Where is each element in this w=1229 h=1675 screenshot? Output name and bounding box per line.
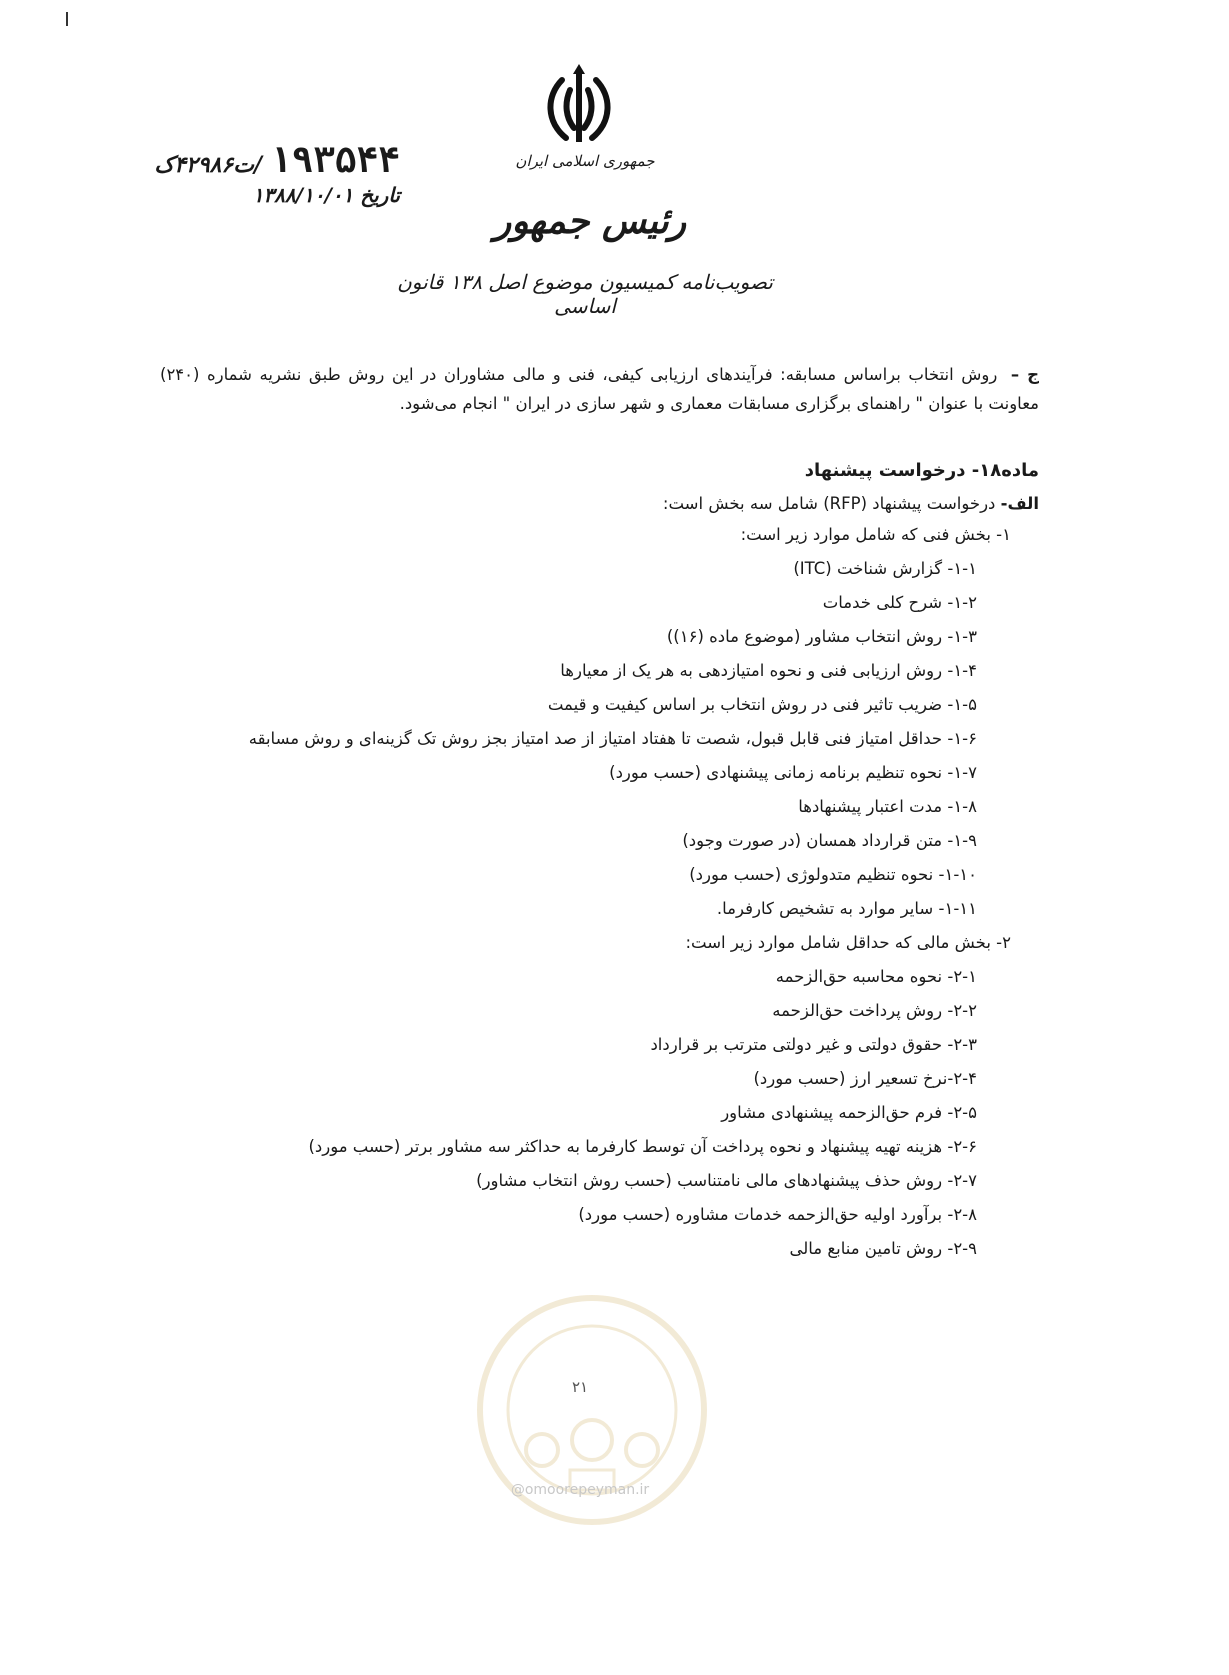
list-item: ۲-۹- روش تامین منابع مالی (789, 1239, 977, 1258)
document-number-row (60, 140, 400, 181)
list-item: ۲-۷- روش حذف پیشنهادهای مالی نامتناسب (حسب روش انتخاب مشاور) (476, 1171, 977, 1190)
watermark-url: @omoorepeyman.ir (510, 1482, 650, 1498)
republic-title: جمهوری اسلامی ایران (515, 152, 655, 170)
document-date: تاریخ ۱۳۸۸/۱۰/۰۱ (252, 183, 400, 207)
list-item: ۱-۸- مدت اعتبار پیشنهادها (798, 797, 977, 816)
list-item: ۲-۵- فرم حق‌الزحمه پیشنهادی مشاور (721, 1103, 977, 1122)
page-number: ۲۱ (571, 1378, 589, 1396)
article-18-title: ماده۱۸- درخواست پیشنهاد (804, 460, 1039, 481)
list-item: ۱-۴- روش ارزیابی فنی و نحوه امتیازدهی به هر یک از معیارها (560, 661, 977, 680)
paragraph-c-text: روش انتخاب براساس مسابقه: فرآیندهای ارزیابی کیفی، فنی و مالی مشاوران در این روش طبق نشریه شماره (۲۴۰) معاونت با عنوان " راهنمای برگزاری مسابقات معماری و شهر سازی در ایران " انجام می‌شود. (160, 365, 1039, 413)
approval-title: تصویب‌نامه کمیسیون موضوع اصل ۱۳۸ قانون اساسی (397, 270, 773, 318)
list-item: ۱- بخش فنی که شامل موارد زیر است: (740, 525, 1011, 544)
document-number: ۱۹۳۵۴۴ (269, 140, 400, 181)
rfp-lead: الف- (1000, 494, 1039, 513)
list-item: ۱-۱۰- نحوه تنظیم متدولوژی (حسب مورد) (689, 865, 977, 884)
list-item: ۲-۸- برآورد اولیه حق‌الزحمه خدمات مشاوره (حسب مورد) (578, 1205, 977, 1224)
list-item: ۱-۷- نحوه تنظیم برنامه زمانی پیشنهادی (حسب مورد) (609, 763, 977, 782)
rfp-text: درخواست پیشنهاد (RFP) شامل سه بخش است: (662, 494, 996, 513)
list-item: ۲-۱- نحوه محاسبه حق‌الزحمه (775, 967, 977, 986)
list-item: ۱-۲- شرح کلی خدمات (822, 593, 977, 612)
margin-mark (66, 12, 68, 26)
list-item: ۲-۶- هزینه تهیه پیشنهاد و نحوه پرداخت آن توسط کارفرما به حداکثر سه مشاور برتر (حسب مورد) (308, 1137, 977, 1156)
list-item: ۲- بخش مالی که حداقل شامل موارد زیر است: (685, 933, 1011, 952)
document-body (160, 360, 1039, 1266)
document-meta (60, 140, 400, 207)
list-item: ۲-۴-نرخ تسعیر ارز (حسب مورد) (753, 1069, 977, 1088)
iran-emblem-icon (540, 62, 618, 150)
list-item: ۱-۶- حداقل امتیاز فنی قابل قبول، شصت تا هفتاد امتیاز از صد امتیاز بجز روش تک گزینه‌ای و روش مسابقه (248, 729, 977, 748)
list-item: ۱-۱- گزارش شناخت (ITC) (793, 559, 977, 578)
list-item: ۱-۹- متن قرارداد همسان (در صورت وجود) (682, 831, 977, 850)
rfp-intro (160, 489, 1039, 518)
reference-number: /ت۴۲۹۸۶ک (154, 152, 262, 178)
list-item: ۱-۳- روش انتخاب مشاور (موضوع ماده (۱۶)) (666, 627, 977, 646)
paragraph-c-lead: ج – (1010, 365, 1039, 384)
list-item: ۲-۳- حقوق دولتی و غیر دولتی مترتب بر قرارداد (650, 1035, 977, 1054)
list-item: ۱-۵- ضریب تاثیر فنی در روش انتخاب بر اساس کیفیت و قیمت (547, 695, 977, 714)
president-title: رئیس جمهور (493, 200, 687, 242)
list-item: ۱-۱۱- سایر موارد به تشخیص کارفرما. (716, 899, 977, 918)
list-item: ۲-۲- روش پرداخت حق‌الزحمه (772, 1001, 977, 1020)
paragraph-c (160, 360, 1039, 418)
requirements-list (160, 518, 1039, 1266)
